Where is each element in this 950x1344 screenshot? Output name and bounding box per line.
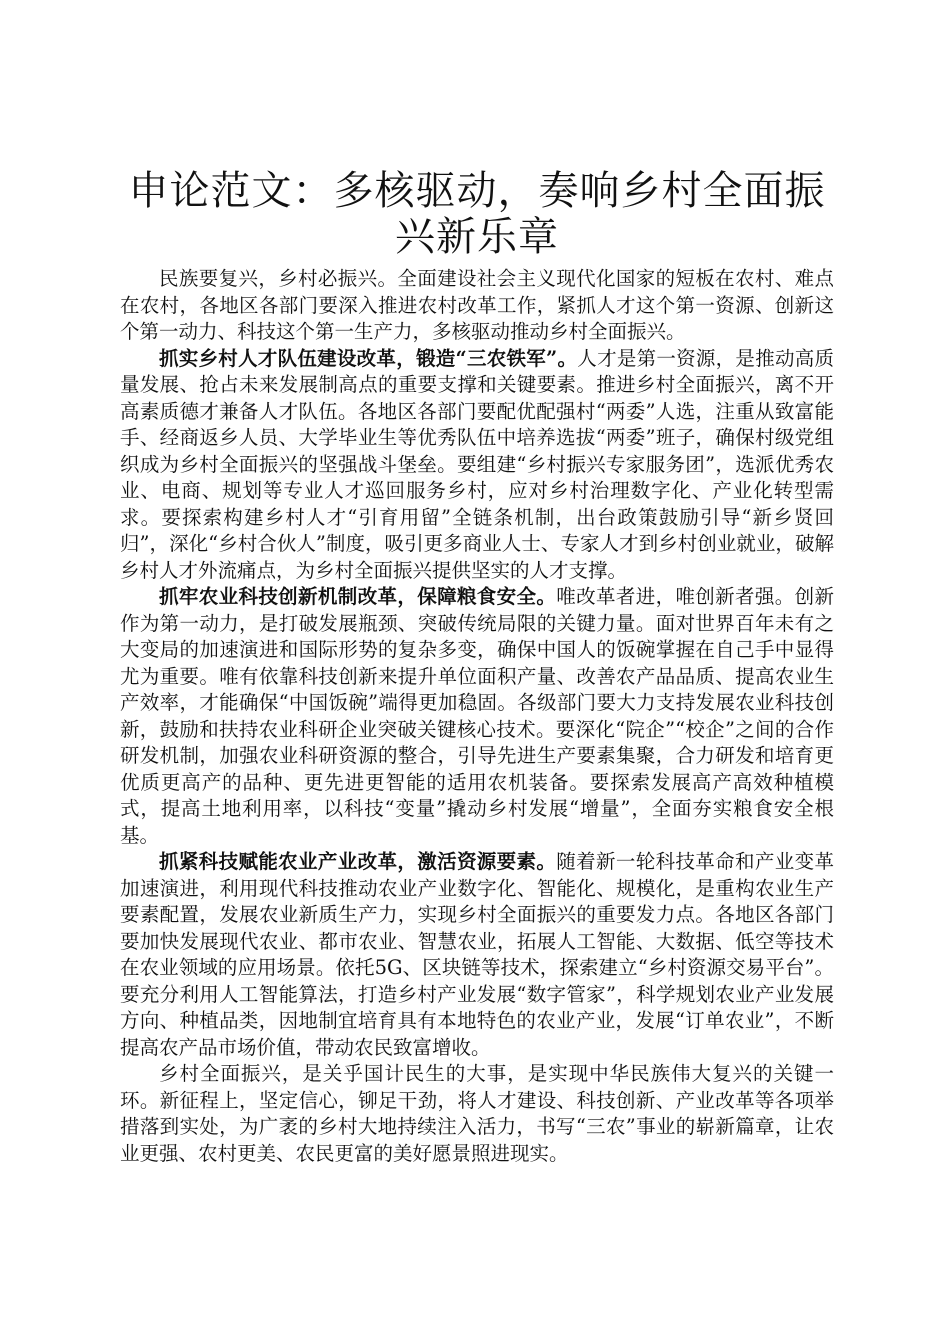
paragraph-lead: 抓实乡村人才队伍建设改革，锻造“三农铁军”。 [159,346,578,370]
paragraph-lead: 抓紧科技赋能农业产业改革，激活资源要素。 [159,850,557,873]
paragraph-tech-innovation [120,584,834,849]
paragraph-text: 唯改革者进，唯创新者强。创新作为第一动力，是打破发展瓶颈、突破传统局限的关键力量。面对世界百年未有之大变局的加速演进和国际形势的复杂多变，确保中国人的饭碗掌握在自己手中显得尤为重要。唯有依靠科技创新来提升单位面积产量、改善农产品品质、提高农业生产效率，才能确保“中国饭碗”端得更加稳固。各级部门要大力支持发展农业科技创新，鼓励和扶持农业科研企业突破关键核心技术。要深化“院企”“校企”之间的合作研发机制，加强农业科研资源的整合，引导先进生产要素集聚，合力研发和培育更优质更高产的品种、更先进更智能的适用农机装备。要探索发展高产高效种植模式，提高土地利用率，以科技“变量”撬动乡村发展“增量”，全面夯实粮食安全根基。 [120,585,834,847]
paragraph-text: 人才是第一资源，是推动高质量发展、抢占未来发展制高点的重要支撑和关键要素。推进乡村全面振兴，离不开高素质德才兼备人才队伍。各地区各部门要配优配强村“两委”人选，注重从致富能手、经商返乡人员、大学毕业生等优秀队伍中培养选拔“两委”班子，确保村级党组织成为乡村全面振兴的坚强战斗堡垒。要组建“乡村振兴专家服务团”，选派优秀农业、电商、规划等专业人才巡回服务乡村，应对乡村治理数字化、产业化转型需求。要探索构建乡村人才“引育用留”全链条机制，出台政策鼓励引导“新乡贤回归”，深化“乡村合伙人”制度，吸引更多商业人士、专家人才到乡村创业就业，破解乡村人才外流痛点，为乡村全面振兴提供坚实的人才支撑。 [120,346,834,582]
paragraph-text: 民族要复兴，乡村必振兴。全面建设社会主义现代化国家的短板在农村、难点在农村，各地区各部门要深入推进农村改革工作，紧抓人才这个第一资源、创新这个第一动力、科技这个第一生产力，多核驱动推动乡村全面振兴。 [120,267,834,343]
paragraph-conclusion [120,1061,834,1167]
paragraph-text: 乡村全面振兴，是关乎国计民生的大事，是实现中华民族伟大复兴的关键一环。新征程上，坚定信心，铆足干劲，将人才建设、科技创新、产业改革等各项举措落到实处，为广袤的乡村大地持续注入活力，书写“三农”事业的崭新篇章，让农业更强、农村更美、农民更富的美好愿景照进现实。 [120,1062,834,1165]
paragraph-talent-reform [120,346,834,585]
document-page [120,168,834,1167]
paragraph-intro [120,266,834,346]
paragraph-industry-reform [120,849,834,1061]
document-body [120,266,834,1167]
document-title: 申论范文：多核驱动，奏响乡村全面振兴新乐章 [128,168,826,260]
paragraph-lead: 抓牢农业科技创新机制改革，保障粮食安全。 [159,585,557,608]
paragraph-text: 随着新一轮科技革命和产业变革加速演进，利用现代科技推动农业产业数字化、智能化、规模化，是重构农业生产要素配置，发展农业新质生产力，实现乡村全面振兴的重要发力点。各地区各部门要加快发展现代农业、都市农业、智慧农业，拓展人工智能、大数据、低空等技术在农业领域的应用场景。依托5G、区块链等技术，探索建立“乡村资源交易平台”。要充分利用人工智能算法，打造乡村产业发展“数字管家”，科学规划农业产业发展方向、种植品类，因地制宜培育具有本地特色的农业产业，发展“订单农业”，不断提高农产品市场价值，带动农民致富增收。 [120,850,834,1059]
